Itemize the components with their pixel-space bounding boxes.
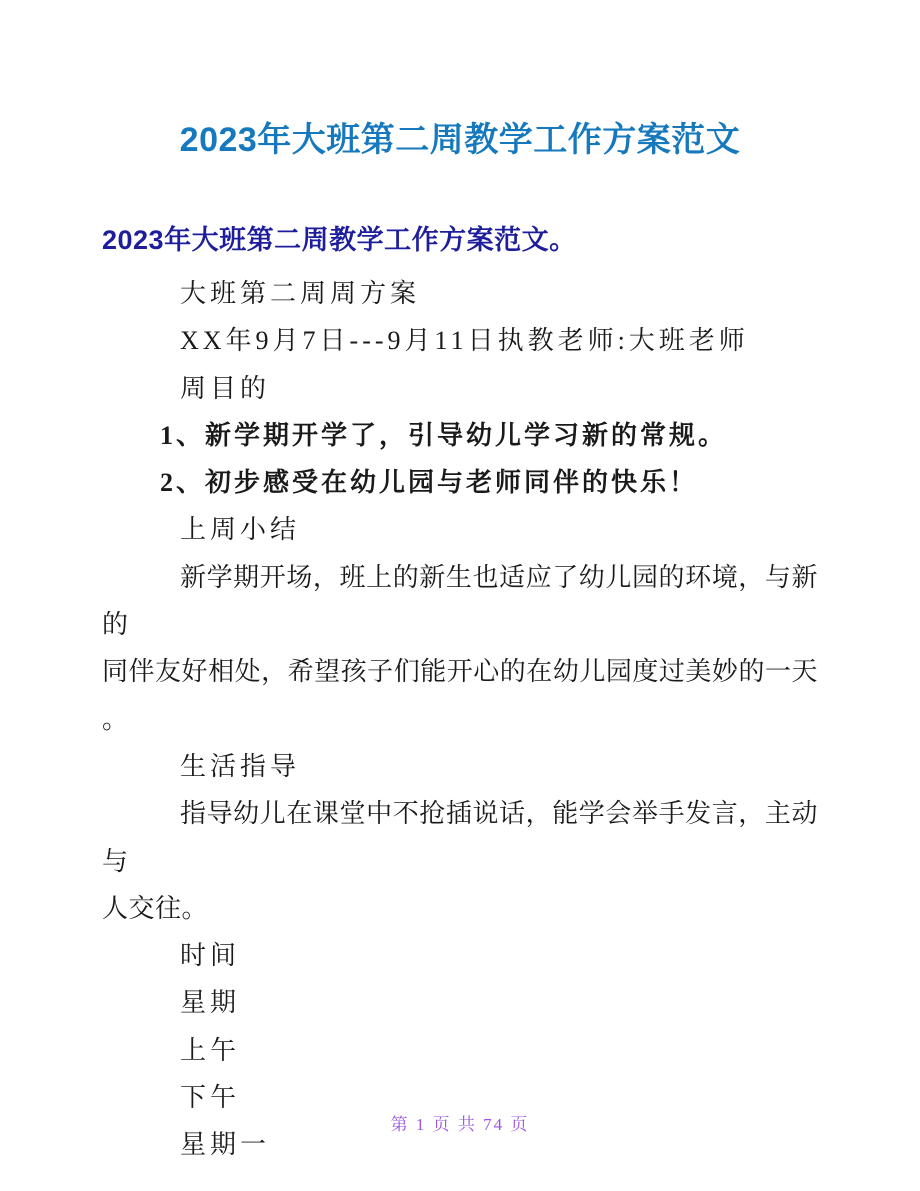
footer-page-label: 第 1 页 共 74 页 (390, 1115, 530, 1134)
body-line: XX年9月7日---9月11日执教老师:大班老师 (180, 326, 749, 356)
body-line: 生活指导 (180, 751, 301, 781)
page-footer (0, 1110, 920, 1135)
document-content (0, 120, 920, 1169)
document-title: 2023年大班第二周教学工作方案范文 (179, 121, 741, 159)
body-line: 周目的 (180, 373, 271, 403)
document-subtitle: 2023年大班第二周教学工作方案范文。 (102, 225, 577, 255)
document-body (102, 270, 818, 1169)
body-line: 2、初步感受在幼儿园与老师同伴的快乐！ (160, 468, 699, 498)
body-line: 时间 (180, 941, 241, 971)
body-line: 人交往。 (102, 893, 209, 923)
body-line: 星期一 (180, 1130, 271, 1160)
body-line: 上午 (180, 1035, 241, 1065)
body-line: 大班第二周周方案 (180, 279, 421, 308)
body-line: 指导幼儿在课堂中不抢插说话，能学会举手发言，主动与 (102, 799, 818, 876)
body-line: 1、新学期开学了，引导幼儿学习新的常规。 (160, 420, 728, 450)
body-line: 新学期开场，班上的新生也适应了幼儿园的环境，与新的 (102, 562, 818, 640)
body-line: 下午 (180, 1083, 241, 1113)
body-line: 星期 (180, 988, 241, 1018)
body-line: 。 (102, 704, 129, 734)
body-line: 上周小结 (180, 515, 301, 545)
body-line: 同伴友好相处，希望孩子们能开心的在幼儿园度过美妙的一天 (102, 657, 818, 687)
